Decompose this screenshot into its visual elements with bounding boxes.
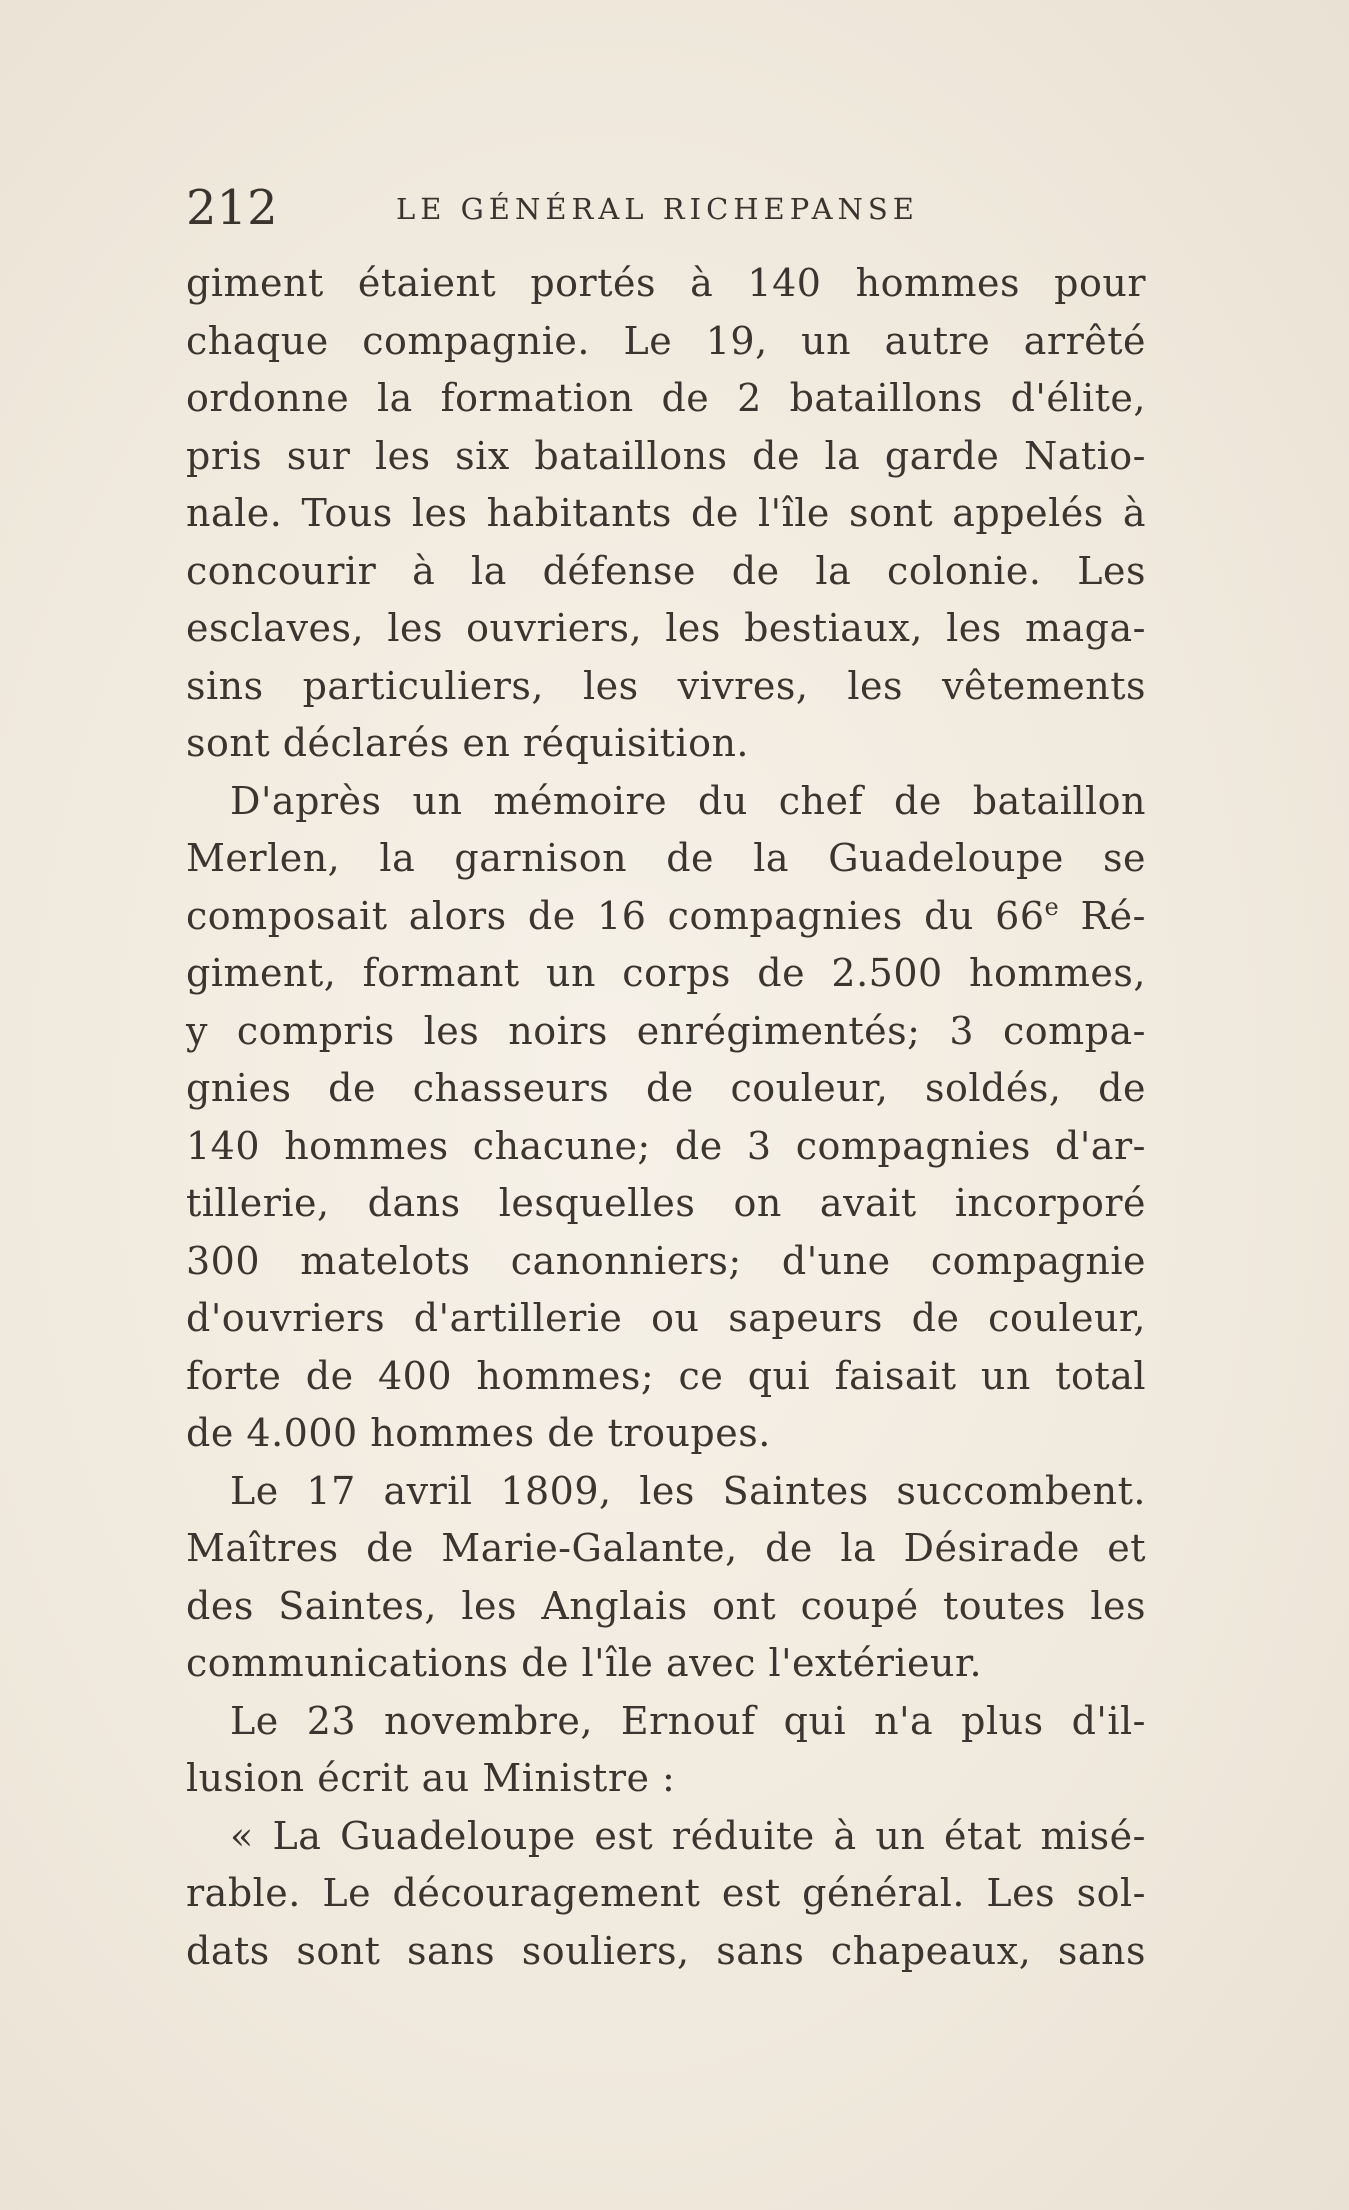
superscript-e: e: [1044, 892, 1060, 921]
text-line: chaque compagnie. Le 19, un autre arrêté: [186, 318, 1146, 363]
text-line: rable. Le découragement est général. Les sol-: [186, 1871, 1146, 1915]
text-line: 140 hommes chacune; de 3 compagnies d'ar-: [186, 1123, 1146, 1168]
text-line: lusion écrit au Ministre :: [186, 1756, 676, 1800]
text-line: gnies de chasseurs de couleur, soldés, de: [186, 1066, 1146, 1110]
text-line: concourir à la défense de la colonie. Les: [186, 548, 1146, 593]
text-line: sins particuliers, les vivres, les vêtements: [186, 663, 1146, 708]
text-line: nale. Tous les habitants de l'île sont appelés à: [186, 491, 1146, 535]
text-line: communications de l'île avec l'extérieur.: [186, 1641, 983, 1685]
text-line: Merlen, la garnison de la Guadeloupe se: [186, 836, 1146, 880]
text-line: D'après un mémoire du chef de bataillon: [230, 778, 1146, 823]
text-line: sont déclarés en réquisition.: [186, 721, 749, 765]
text-line: d'ouvriers d'artillerie ou sapeurs de couleur,: [186, 1296, 1146, 1340]
text-line: y compris les noirs enrégimentés; 3 compa-: [186, 1008, 1146, 1053]
text-line: de 4.000 hommes de troupes.: [186, 1411, 771, 1455]
text-line: Le 17 avril 1809, les Saintes succombent.: [230, 1468, 1146, 1513]
text-line: des Saintes, les Anglais ont coupé toutes les: [186, 1583, 1146, 1628]
text-line: ordonne la formation de 2 bataillons d'élite,: [186, 376, 1146, 420]
text-line: Le 23 novembre, Ernouf qui n'a plus d'il-: [230, 1698, 1146, 1743]
text-fragment: Ré-: [1059, 893, 1146, 938]
page-header: [186, 178, 1146, 238]
text-fragment: composait alors de 16 compagnies du 66: [186, 893, 1045, 938]
text-line: esclaves, les ouvriers, les bestiaux, les maga-: [186, 606, 1146, 650]
text-line: forte de 400 hommes; ce qui faisait un total: [186, 1353, 1146, 1398]
text-line: tillerie, dans lesquelles on avait incorporé: [186, 1181, 1146, 1225]
page-number: 212: [186, 180, 278, 236]
text-line-with-superscript: [186, 888, 1146, 946]
body-text: [186, 255, 1146, 1980]
text-line: dats sont sans souliers, sans chapeaux, sans: [186, 1928, 1146, 1973]
text-line: 300 matelots canonniers; d'une compagnie: [186, 1238, 1146, 1283]
text-line: pris sur les six bataillons de la garde Natio-: [186, 433, 1146, 478]
text-line: giment étaient portés à 140 hommes pour: [186, 261, 1146, 305]
text-line: Maîtres de Marie-Galante, de la Désirade et: [186, 1526, 1146, 1570]
text-line: giment, formant un corps de 2.500 hommes,: [186, 951, 1146, 995]
running-title: LE GÉNÉRAL RICHEPANSE: [396, 192, 919, 226]
text-line: « La Guadeloupe est réduite à un état misé-: [230, 1813, 1146, 1858]
